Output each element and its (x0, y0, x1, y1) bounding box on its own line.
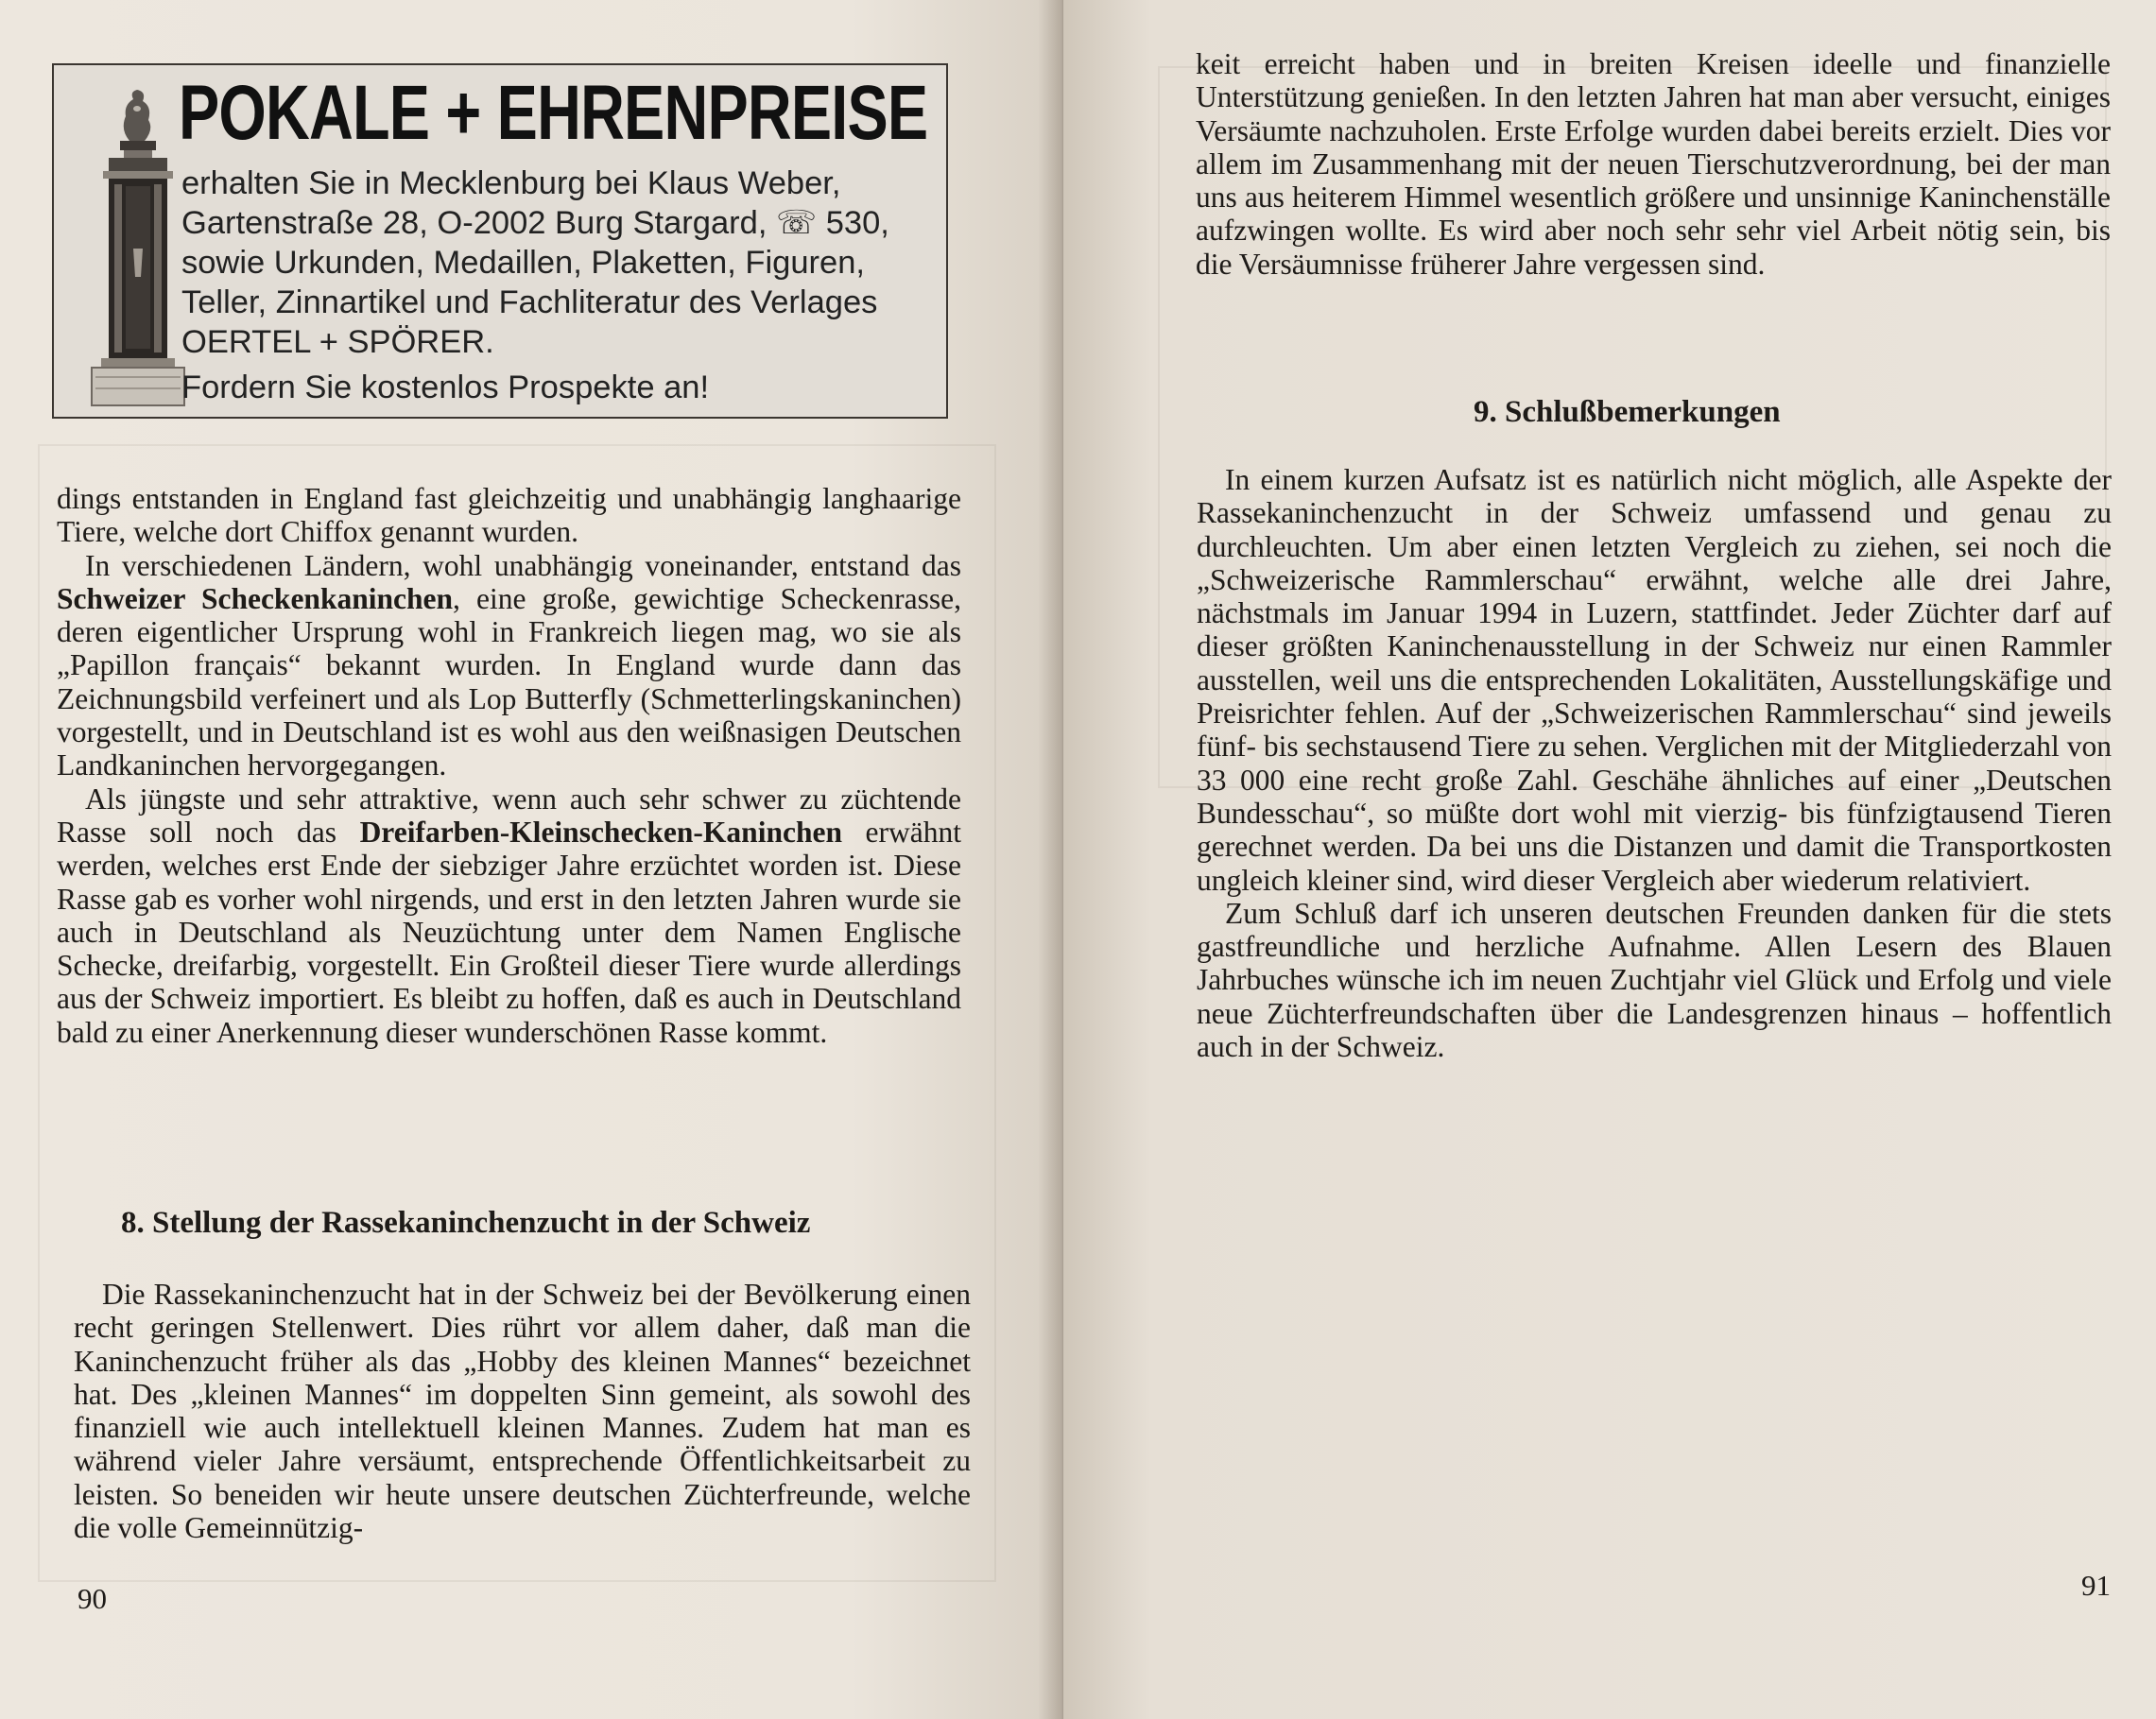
left-column-bottom (74, 1278, 971, 1544)
page-number: 91 (2081, 1569, 2111, 1602)
breed-name: Schweizer Scheckenkaninchen (57, 581, 454, 615)
ad-title: POKALE + EHRENPREISE (179, 70, 928, 156)
ad-line: OERTEL + SPÖRER. (181, 324, 494, 360)
breed-name: Dreifarben-Kleinschecken-Kaninchen (359, 815, 842, 849)
ad-line: erhalten Sie in Mecklenburg bei Klaus Weber, (181, 165, 841, 201)
ad-line: sowie Urkunden, Medaillen, Plaketten, Figuren, (181, 245, 865, 281)
text-run: In verschiedenen Ländern, wohl unabhängig voneinander, entstand das (85, 548, 961, 582)
paragraph: Zum Schluß darf ich unseren deutschen Freunden danken für die stets gastfreundliche und herzliche Aufnahme. Allen Lesern des Blauen Jahrbuches wünsche ich im neuen Zuchtjahr viel Glück und Erfolg und viele neue Züchterfreundschaften über die Landesgrenzen hinaus – hoffentlich auch in der Schweiz. (1197, 896, 2112, 1064)
section-heading: 8. Stellung der Rassekaninchenzucht in der Schweiz (121, 1206, 811, 1240)
right-column-bottom (1197, 463, 2112, 1063)
paragraph (57, 549, 961, 782)
text-run: , eine große, gewichtige Scheckenrasse, deren eigentlicher Ursprung wohl in Frankreich liegen mag, wo sie als „Papillon français“ bekannt wurden. In England wurde dann das Zeichnungsbild verfeinert und als Lop Butterfly (Schmetterlingskaninchen) vorgestellt, und in Deutschland ist es wohl aus den weißnasigen Deutschen Landkaninchen hervorgegangen. (57, 581, 961, 782)
paragraph: keit erreicht haben und in breiten Kreisen ideelle und finanzielle Unterstützung genießen. In den letzten Jahren hat man aber versucht, einiges Versäumte nachzuholen. Erste Erfolge wurden dabei bereits erzielt. Dies vor allem im Zusammenhang mit der neuen Tierschutzverordnung, bei der man uns aus heiterem Himmel wesentlich größere und unsinnige Kaninchenställe aufzwingen wollte. Es wird aber noch sehr sehr viel Arbeit nötig sein, bis die Versäumnisse früherer Jahre vergessen sind. (1196, 47, 2111, 281)
advertisement-box (52, 63, 948, 419)
left-column-top (57, 482, 961, 1049)
right-column-top (1196, 47, 2111, 281)
paragraph: Die Rassekaninchenzucht hat in der Schweiz bei der Bevölkerung einen recht geringen Stellenwert. Dies rührt vor allem daher, daß man die Kaninchenzucht früher als das „Hobby des kleinen Mannes“ bezeichnet hat. Des „kleinen Mannes“ im doppelten Sinn gemeint, als sowohl des finanziell wie auch intellektuell kleinen Mannes. Zudem hat man es während vieler Jahre versäumt, entsprechende Öffentlichkeitsarbeit zu leisten. So beneiden wir heute unsere deutschen Züchterfreunde, welche die volle Gemeinnützig- (74, 1278, 971, 1545)
paragraph (57, 782, 961, 1049)
text-run: erwähnt werden, welches erst Ende der siebziger Jahre erzüchtet worden ist. Diese Rasse gab es vorher wohl nirgends, und erst in den letzten Jahren wurde sie auch in Deutschland als Neuzüchtung unter dem Namen Englische Schecke, dreifarbig, vorgestellt. Ein Großteil dieser Tiere wurde allerdings aus der Schweiz importiert. Es bleibt zu hoffen, daß es auch in Deutschland bald zu einer Anerkennung dieser wunderschönen Rasse kommt. (57, 815, 962, 1049)
page-number: 90 (78, 1582, 107, 1615)
ad-line: Teller, Zinnartikel und Fachliteratur des Verlages (181, 284, 878, 320)
left-page (0, 0, 1063, 1719)
text-run: Als jüngste und sehr attraktive, wenn auch sehr schwer zu züchtende Rasse soll noch das (57, 782, 961, 849)
right-page (1063, 0, 2156, 1719)
paragraph: dings entstanden in England fast gleichzeitig und unabhängig langhaarige Tiere, welche dort Chiffox genannt wurden. (57, 482, 961, 549)
ad-body (181, 163, 947, 362)
section-heading: 9. Schlußbemerkungen (1474, 395, 1781, 429)
ad-line: Gartenstraße 28, O-2002 Burg Stargard, ☏ 530, (181, 205, 889, 241)
paragraph: In einem kurzen Aufsatz ist es natürlich nicht möglich, alle Aspekte der Rassekaninchenzucht in der Schweiz umfassend und genau zu durchleuchten. Um aber einen letzten Vergleich zu ziehen, sei noch die „Schweizerische Rammlerschau“ erwähnt, welche alle drei Jahre, nächstmals im Januar 1994 in Luzern, stattfindet. Jeder Züchter darf auf dieser größten Kaninchenausstellung in der Schweiz nur einen Rammler ausstellen, weil uns die entsprechenden Lokalitäten, Ausstellungskäfige und Preisrichter fehlen. Auf der „Schweizerischen Rammlerschau“ sind jeweils fünf- bis sechstausend Tiere zu sehen. Verglichen mit der Mitgliederzahl von 33 000 eine recht große Zahl. Geschähe ähnliches auf einer „Deutschen Bundesschau“, so müßte dort wohl mit vierzig- bis fünfzigtausend Tieren gerechnet werden. Da bei uns die Distanzen und damit die Transportkosten ungleich kleiner sind, wird dieser Vergleich aber wiederum relativiert. (1197, 463, 2112, 897)
ad-call-to-action: Fordern Sie kostenlos Prospekte an! (181, 370, 710, 405)
